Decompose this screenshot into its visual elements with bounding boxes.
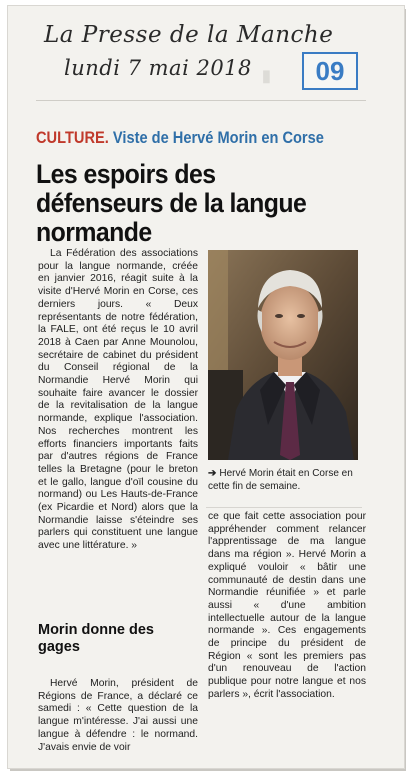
- body-paragraph-2: Hervé Morin, président de Régions de France, a déclaré ce samedi : « Cette question de la langue m'intéresse. J'ai aussi une langue à défendre : le normand. J'avais envie de voir: [38, 678, 198, 753]
- body-paragraph-3: ce que fait cette association pour appréhender comment relancer l'apprentissage de ma langue dans ma région ». Hervé Morin a expliqué vouloir « bâtir une communauté de destin dans une Normandie réunifiée » et parle aussi « d'une ambition intellectuelle autour de la langue normande ». Ces engagements de principe du président de Région « sont les premiers pas d'un renouveau de l'action publique pour notre langue et nos parlers », écrit l'association.: [208, 511, 366, 700]
- kicker-category: CULTURE.: [36, 128, 109, 147]
- caption-separator: [206, 507, 362, 508]
- bleed-through-decoration: ▮: [262, 68, 271, 85]
- article-kicker: [36, 128, 324, 148]
- caption-text: Hervé Morin était en Corse en cette fin de semaine.: [208, 468, 353, 492]
- article-photo: [208, 250, 358, 460]
- header-rule: [36, 100, 366, 101]
- page-number-box: 09: [302, 52, 358, 90]
- body-column-1-continued: [38, 678, 198, 754]
- article-subhead: Morin donne des gages: [38, 622, 154, 655]
- portrait-photo: [208, 250, 358, 460]
- handwritten-newspaper-name: La Presse de la Manche: [44, 22, 334, 48]
- article-headline: Les espoirs des défenseurs de la langue normande: [36, 159, 307, 247]
- caption-arrow-icon: ➔: [208, 468, 217, 479]
- body-column-2: [208, 511, 366, 702]
- body-column-1: [38, 248, 198, 553]
- kicker-subtitle: Viste de Hervé Morin en Corse: [112, 128, 324, 147]
- handwritten-date: lundi 7 mai 2018: [64, 56, 252, 80]
- body-paragraph-1: La Fédération des associations pour la langue normande, créée en janvier 2016, réagit suite à la visite d'Hervé Morin en Corse, ces derniers jours. « Deux représentants de notre fédération, la FALE, ont été reçus le 10 avril 2018 à Caen par Anne Mounolou, secrétaire de cabinet du président du Conseil régional de la Normandie Hervé Morin qui souhaite faire avancer le dossier de la revitalisation de la langue normande, explique l'association. Nos recherches montrent les efforts financiers importants faits par d'autres régions de France telles la Bretagne (pour le breton et le gallo, langue d'oïl cousine du normand) ou Les Hauts-de-France (ex Picardie et Nord) alors que la Normandie laisse s'éteindre ses parlers qui constituent une langue avec une littérature. »: [38, 248, 198, 552]
- photo-caption: [208, 468, 364, 493]
